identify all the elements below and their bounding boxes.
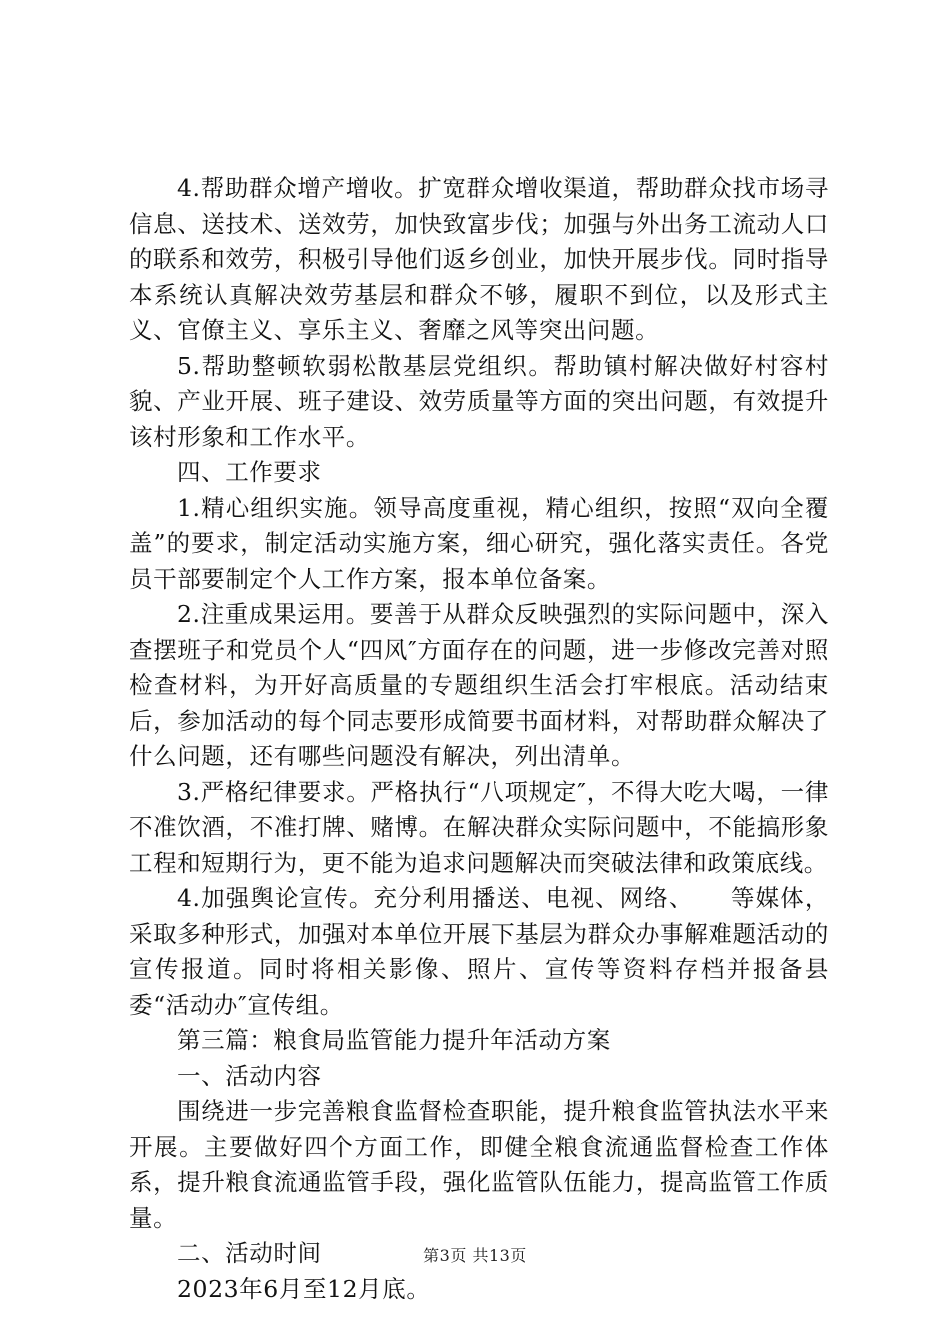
paragraph-help-increase-income: 4.帮助群众增产增收。扩宽群众增收渠道，帮助群众找市场寻信息、送技术、送效劳，加快致富步伐；加强与外出务工流动人口的联系和效劳，积极引导他们返乡创业，加快开展步伐。同时指导本系统认真解决效劳基层和群众不够，履职不到位，以及形式主义、官僚主义、享乐主义、奢靡之风等突出问题。 (129, 174, 829, 344)
paragraph-discipline-requirements: 3.严格纪律要求。严格执行“八项规定″，不得大吃大喝，一律不准饮酒，不准打牌、赌博。在解决群众实际问题中，不能搞形象工程和短期行为，更不能为追求问题解决而突破法律和政策底线。 (129, 777, 829, 877)
paragraph-activity-time: 2023年6月至12月底。 (177, 1274, 431, 1303)
chapter-title-grain-bureau: 第三篇：粮食局监管能力提升年活动方案 (177, 1026, 611, 1054)
document-body (129, 171, 829, 1307)
section-heading-activity-content: 一、活动内容 (177, 1061, 322, 1090)
paragraph-rectify-party-organizations: 5.帮助整顿软弱松散基层党组织。帮助镇村解决做好村容村貌、产业开展、班子建设、效劳质量等方面的突出问题，有效提升该村形象和工作水平。 (129, 351, 829, 451)
paragraph-publicity: 4.加强舆论宣传。充分利用播送、电视、网络、 等媒体，采取多种形式，加强对本单位开展下基层为群众办事解难题活动的宣传报道。同时将相关影像、照片、宣传等资料存档并报备县委“活动办″宣传组。 (129, 884, 829, 1019)
paragraph-organize-implementation: 1.精心组织实施。领导高度重视，精心组织，按照“双向全覆盖”的要求，制定活动实施方案，细心研究，强化落实责任。各党员干部要制定个人工作方案，报本单位备案。 (129, 493, 829, 593)
paragraph-activity-content: 围绕进一步完善粮食监督检查职能，提升粮食监管执法水平来开展。主要做好四个方面工作，即健全粮食流通监督检查工作体系，提升粮食流通监管手段，强化监管队伍能力，提高监管工作质量。 (129, 1097, 829, 1232)
paragraph-apply-results: 2.注重成果运用。要善于从群众反映强烈的实际问题中，深入查摆班子和党员个人“四风″方面存在的问题，进一步修改完善对照检查材料，为开好高质量的专题组织生活会打牢根底。活动结束后，参加活动的每个同志要形成简要书面材料，对帮助群众解决了什么问题，还有哪些问题没有解决，列出清单。 (129, 600, 829, 770)
page-footer: 第3页 共13页 (423, 1246, 527, 1265)
section-heading-activity-time: 二、活动时间 (177, 1239, 322, 1267)
section-heading-work-requirements: 四、工作要求 (177, 458, 322, 486)
